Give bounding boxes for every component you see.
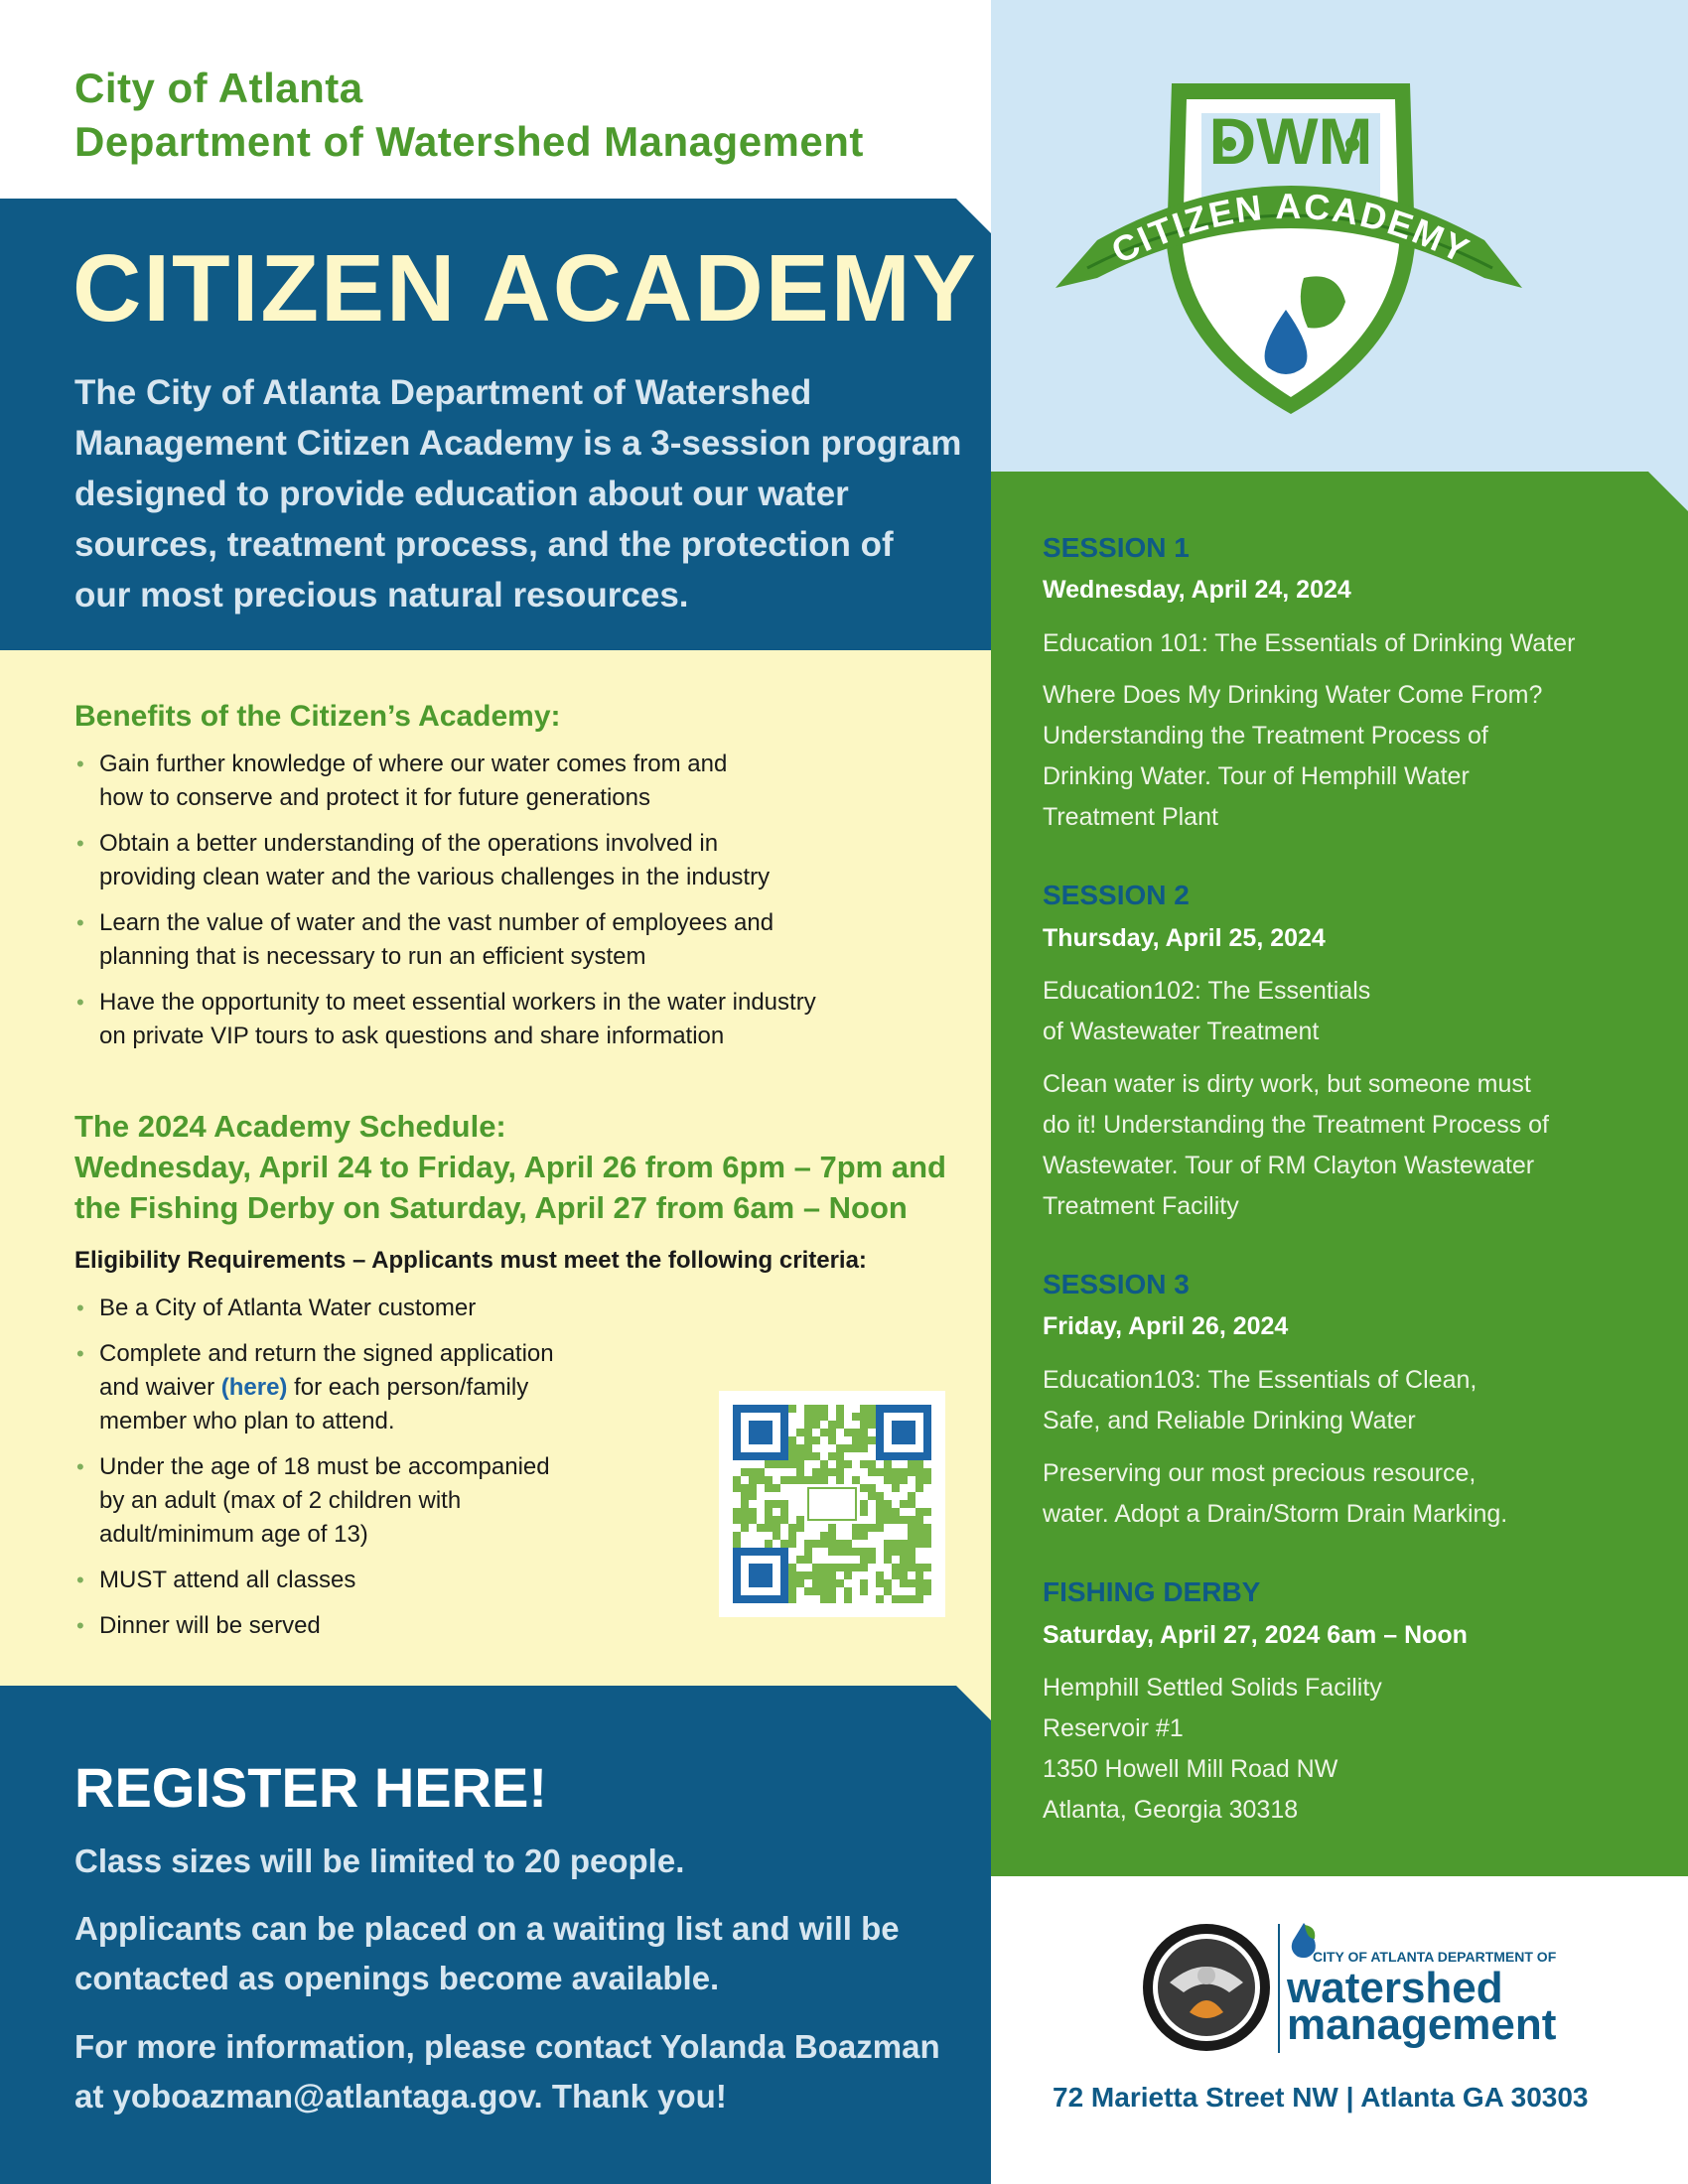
session-1-description: Where Does My Drinking Water Come From? Understanding the Treatment Process of Drinking Water. Tour of Hemphill Water Treatment Plant [1043, 681, 1543, 831]
hero-line: designed to provide education about our water [74, 475, 849, 513]
footer-address: 72 Marietta Street NW | Atlanta GA 30303 [1053, 2082, 1589, 2113]
session-2-title: Education102: The Essentials of Wastewater Treatment [1043, 977, 1371, 1045]
footer-dept-big-2: management [1287, 2000, 1557, 2049]
session-3-heading: SESSION 3 [1043, 1269, 1190, 1299]
application-link[interactable]: (here) [220, 1374, 288, 1401]
footer-dept-big-1: watershed [1287, 1964, 1503, 2012]
hero-line: Management Citizen Academy is a 3-session program [74, 424, 962, 463]
register-text-2: Applicants can be placed on a waiting list and will be contacted as openings become available. [74, 1910, 900, 1996]
list-item: • Have the opportunity to meet essential workers in the water industry on private VIP tours to ask questions and share information [74, 986, 968, 1053]
fishing-derby-date: Saturday, April 27, 2024 6am – Noon [1043, 1621, 1468, 1649]
qr-code[interactable] [719, 1391, 945, 1617]
schedule-line: Wednesday, April 24 to Friday, April 26 from 6pm – 7pm and [74, 1150, 946, 1184]
city-seal-icon [1140, 1921, 1274, 2055]
register-text-3: For more information, please contact Yolanda Boazman at yoboazman@atlantaga.gov. Thank you! [74, 2028, 940, 2115]
list-item: • MUST attend all classes [74, 1564, 690, 1597]
benefits-heading: Benefits of the Citizen’s Academy: [74, 700, 561, 733]
session-1-heading: SESSION 1 [1043, 532, 1190, 563]
page-title: CITIZEN ACADEMY [72, 235, 978, 341]
list-item: • Complete and return the signed application and waiver (here) for each person/family member who plan to attend. [74, 1337, 690, 1438]
eligibility-list [74, 1292, 690, 1655]
hero-line: our most precious natural resources. [74, 576, 689, 614]
list-item: • Gain further knowledge of where our water comes from and how to conserve and protect it for future generations [74, 748, 968, 815]
org-name [74, 62, 864, 169]
list-item: • Be a City of Atlanta Water customer [74, 1292, 690, 1325]
hero-description [74, 367, 961, 620]
eligibility-heading: Eligibility Requirements – Applicants must meet the following criteria: [74, 1247, 867, 1274]
session-1-title: Education 101: The Essentials of Drinking Water [1043, 629, 1576, 657]
list-item: • Learn the value of water and the vast number of employees and planning that is necessary to run an efficient system [74, 906, 968, 974]
session-3-description: Preserving our most precious resource, water. Adopt a Drain/Storm Drain Marking. [1043, 1459, 1508, 1528]
qr-code-graphic [719, 1391, 945, 1617]
hero-line: sources, treatment process, and the protection of [74, 525, 894, 564]
session-2-heading: SESSION 2 [1043, 880, 1190, 910]
hero-line: The City of Atlanta Department of Watershed [74, 373, 812, 412]
fishing-derby-heading: FISHING DERBY [1043, 1576, 1261, 1607]
footer-divider [1278, 1924, 1280, 2053]
register-heading: REGISTER HERE! [74, 1756, 548, 1819]
session-3-title: Education103: The Essentials of Clean, Safe, and Reliable Drinking Water [1043, 1366, 1477, 1434]
schedule-line: the Fishing Derby on Saturday, April 27 from 6am – Noon [74, 1190, 908, 1225]
list-item: • Under the age of 18 must be accompanied by an adult (max of 2 children with adult/minimum age of 13) [74, 1450, 690, 1552]
list-item: • Dinner will be served [74, 1609, 690, 1643]
register-text-1: Class sizes will be limited to 20 people. [74, 1843, 685, 1879]
logo-acronym: DWM [1208, 104, 1373, 178]
session-3-date: Friday, April 26, 2024 [1043, 1312, 1289, 1340]
logo-banner-text: CITIZEN ACADEMY [1104, 185, 1477, 272]
session-2-date: Thursday, April 25, 2024 [1043, 924, 1326, 952]
session-1-date: Wednesday, April 24, 2024 [1043, 576, 1351, 604]
fishing-derby-location: Hemphill Settled Solids Facility Reservoir #1 1350 Howell Mill Road NW Atlanta, Georgia 30318 [1043, 1674, 1382, 1824]
list-item: • Obtain a better understanding of the operations involved in providing clean water and the various challenges in the industry [74, 827, 968, 894]
schedule-heading: The 2024 Academy Schedule: [74, 1109, 506, 1144]
schedule-block [74, 1106, 946, 1228]
dwm-citizen-academy-logo [1048, 71, 1524, 424]
org-line-2: Department of Watershed Management [74, 118, 864, 165]
footer-dept-small: CITY OF ATLANTA DEPARTMENT OF [1313, 1949, 1557, 1965]
benefits-list [74, 748, 968, 1065]
org-line-1: City of Atlanta [74, 65, 363, 111]
session-2-description: Clean water is dirty work, but someone must do it! Understanding the Treatment Process of Wastewater. Tour of RM Clayton Wastewater Treatment Facility [1043, 1070, 1549, 1220]
